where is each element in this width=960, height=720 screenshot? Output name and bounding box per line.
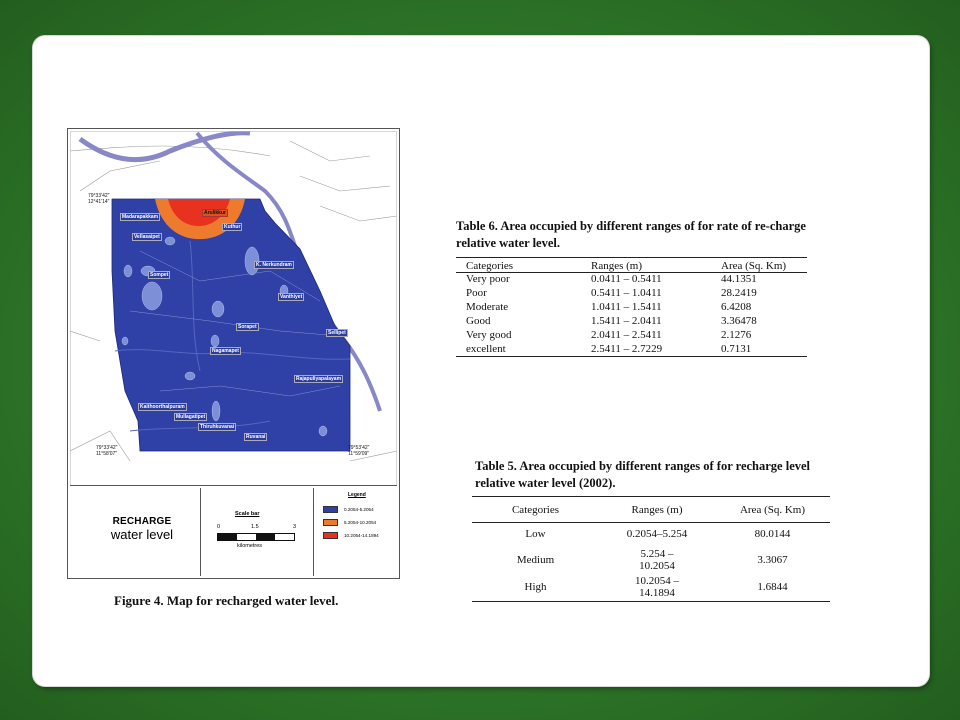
table-row: [456, 273, 807, 287]
table-cell: 1.6844: [757, 581, 788, 594]
table-cell: 28.2419: [721, 287, 757, 299]
map-label-thiruhkuvanai: Thiruhkuvanai: [200, 424, 235, 430]
column-header: Area (Sq. Km): [739, 503, 806, 516]
coord-bottom-left: 79°33'42" 11°58'07": [96, 445, 118, 457]
legend-item: 10.2054-14.1894: [323, 531, 379, 539]
legend-title: Legend: [348, 492, 366, 498]
map-label-madarapakkam: Madarapakkam: [122, 214, 159, 220]
map-label-rajapuliyapalayam: Rajapuliyapalayam: [296, 376, 342, 382]
legend-swatch: [323, 519, 338, 526]
column-header: Categories: [466, 260, 514, 272]
scale-tick-2: 3: [293, 524, 297, 530]
table-cell: Low: [525, 528, 546, 541]
table-row: [472, 574, 830, 602]
table-header-row: [472, 497, 830, 523]
legend-swatch: [323, 532, 338, 539]
table-cell: Very good: [466, 329, 512, 341]
table-cell: Medium: [516, 553, 555, 566]
table-cell: 0.0411 – 0.5411: [591, 273, 662, 286]
column-header: Categories: [511, 503, 560, 516]
table-header-row: [456, 258, 807, 273]
table-cell: excellent: [466, 342, 506, 355]
map-label-nagamapet: Nagamapet: [212, 348, 239, 354]
legend-swatch: [323, 506, 338, 513]
column-header: Ranges (m): [591, 260, 643, 272]
map-legend: [315, 488, 397, 576]
column-header: Ranges (m): [631, 503, 683, 516]
table-cell: 44.1351: [721, 273, 757, 286]
coord-bottom-right: 79°53'42" 11°59'09": [348, 445, 370, 457]
table6: [456, 257, 807, 357]
map-legend-strip: [70, 488, 397, 576]
scale-tick-1: 1.5: [251, 524, 259, 530]
map-label-arulikkur: Arulikkur: [204, 210, 226, 216]
table-cell: 0.5411 – 1.0411: [591, 287, 662, 299]
table-cell: 2.5411 – 2.7229: [591, 342, 663, 355]
table-cell: 2.0411 – 2.5411: [591, 329, 662, 341]
table-row: [472, 523, 830, 546]
table-cell: Moderate: [466, 301, 509, 313]
table-row: [456, 343, 807, 357]
table-row: [456, 315, 807, 329]
table5: [472, 496, 830, 602]
table5-caption: Table 5. Area occupied by different ranges of for recharge level relative water level (2002).: [475, 459, 811, 490]
legend-item: 0.2054-5.2054: [323, 505, 374, 513]
map-label-mullagatipet: Mullagatipet: [176, 414, 206, 420]
column-header: Area (Sq. Km): [721, 260, 787, 272]
table-cell: 1.0411 – 1.5411: [591, 301, 662, 313]
table-cell: 5.254 – 10.2054: [639, 547, 675, 572]
table-cell: Very poor: [466, 273, 510, 286]
table-row: [472, 546, 830, 574]
table-cell: 3.3067: [757, 553, 788, 566]
table6-caption: Table 6. Area occupied by different ranges of for rate of re-charge relative water level.: [456, 219, 806, 250]
table-cell: 80.0144: [754, 528, 791, 541]
table-row: [456, 301, 807, 315]
map-title: RECHARGE water level: [110, 516, 174, 542]
map-drawing: [70, 131, 397, 486]
map-area: [70, 131, 397, 486]
table-cell: High: [524, 581, 547, 594]
table-row: [456, 329, 807, 343]
map-label-ruvanai: Ruvanai: [246, 434, 266, 440]
map-label-sompet: Sompet: [150, 272, 169, 278]
map-label-k-nerkundram: K. Nerkundram: [256, 262, 292, 268]
map-label-vanthiyet: Vanthiyet: [280, 294, 303, 300]
table-cell: 0.7131: [721, 342, 752, 355]
legend-item: 5.2054-10.2054: [323, 518, 376, 526]
table-cell: Good: [466, 315, 491, 327]
scale-bar-title: Scale bar: [235, 511, 260, 517]
table-cell: 2.1276: [721, 329, 752, 341]
map-label-kuthur: Kuthur: [224, 224, 241, 230]
map-label-sorapet: Sorapet: [238, 324, 257, 330]
map-label-kaithoorthalpuram: Kaithoorthalpuram: [140, 404, 185, 410]
coord-top-left: 79°33'42" 12°41'14": [88, 193, 110, 205]
map-label-sellipet: Sellipet: [328, 330, 346, 336]
divider: [200, 488, 201, 576]
recharge-map-figure: [67, 128, 400, 579]
table-cell: 1.5411 – 2.0411: [591, 315, 662, 327]
table-cell: Poor: [466, 287, 487, 299]
divider: [313, 488, 314, 576]
figure-caption: Figure 4. Map for recharged water level.: [114, 593, 339, 608]
table-row: [456, 287, 807, 301]
table-cell: 0.2054–5.254: [626, 528, 688, 541]
scale-tick-0: 0: [217, 524, 221, 530]
map-label-vellasaipet: Vellasaipet: [134, 234, 160, 240]
scale-bar: [217, 533, 295, 541]
scale-bar-box: [203, 488, 311, 576]
table-cell: 3.36478: [721, 315, 757, 327]
table-cell: 6.4208: [721, 301, 752, 313]
table-cell: 10.2054 – 14.1894: [635, 575, 679, 600]
scale-unit: kilometres: [237, 543, 263, 549]
